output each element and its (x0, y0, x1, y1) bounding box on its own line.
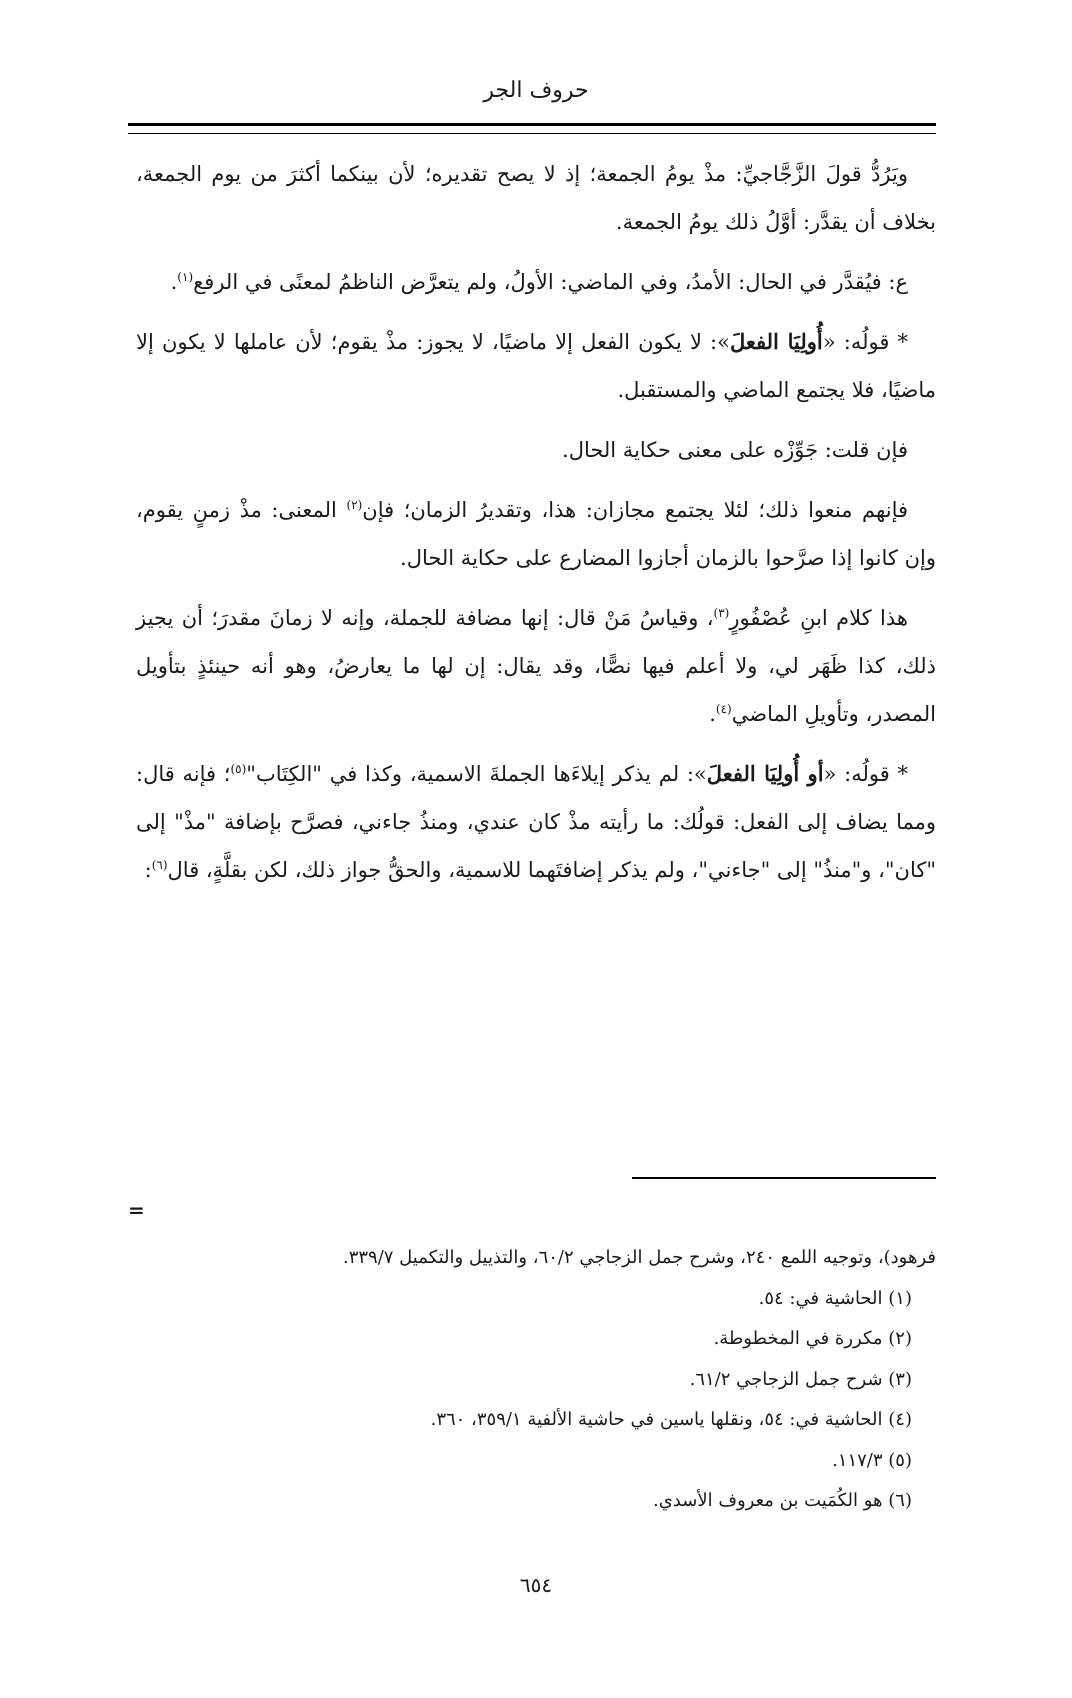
paragraph-6-end: . (709, 702, 716, 726)
footnote-ref-5: (٥) (230, 762, 247, 776)
paragraph-5-text-a: فإنهم منعوا ذلك؛ لئلا يجتمع مجازان: هذا، وتقديرُ الزمان؛ فإن (362, 498, 908, 522)
page-number: ٦٥٤ (519, 1573, 553, 1597)
paragraph-6 (136, 594, 936, 738)
footnote-1: (١) الحاشية في: ٥٤. (758, 1287, 912, 1309)
footnote-ref-2: (٢) (346, 498, 363, 512)
paragraph-7 (136, 750, 936, 894)
paragraph-7-lemma: أو أُولِيَا الفعلَ (706, 761, 824, 786)
paragraph-1-text: ويَرُدُّ قولَ الزَّجَّاجيِّ: مذْ يومُ الجمعة؛ إذ لا يصح تقديره؛ لأن بينكما أكثرَ من يوم الجمعة، بخلاف أن يقدَّر: أوَّلُ ذلك يومُ الجمعة. (136, 162, 936, 234)
paragraph-6-text-b: ، وقياسُ مَنْ قال: إنها مضافة للجملة، وإنه لا زمانَ مقدرَ؛ أن يجيز ذلك، كذا ظَهَر لي، ولا أعلم فيها نصًّا، وقد يقال: إن لها ما يعارضُ، وهو أنه حينئذٍ بتأويل المصدر، وتأويلِ الماضي (136, 606, 936, 726)
paragraph-2 (136, 258, 936, 306)
paragraph-1 (136, 150, 936, 246)
paragraph-5 (136, 486, 936, 582)
paragraph-7-end: : (144, 858, 152, 882)
footnote-ref-6: (٦) (151, 858, 168, 872)
footnote-6: (٦) هو الكُمَيت بن معروف الأسدي. (653, 1490, 912, 1511)
paragraph-7-star: * قولُه: « (823, 762, 908, 786)
footnote-ref-4: (٤) (715, 702, 732, 716)
paragraph-4 (136, 426, 936, 474)
footnote-separator (632, 1177, 936, 1179)
footnote-5: (٥) ١١٧/٣. (832, 1449, 912, 1471)
paragraph-7-text-b: ؛ فإنه قال: ومما يضاف إلى الفعل: قولُك: ما رأيته مذْ كان عندي، ومنذُ جاءني، فصرَّح بإضافة "مذْ" إلى "كان"، و"منذُ" إلى "جاءني"، ولم يذكر إضافتَهما للاسمية، والحقُّ جواز ذلك، لكن بقلَّةٍ، قال (136, 762, 936, 882)
footnote-continued: فرهود)، وتوجيه اللمع ٢٤٠، وشرح جمل الزجاجي ٦٠/٢، والتذييل والتكميل ٣٣٩/٧. (342, 1247, 936, 1268)
footnote-2: (٢) مكررة في المخطوطة. (713, 1328, 912, 1349)
footnote-continuation-mark: = (128, 1198, 145, 1222)
running-title: حروف الجر (483, 78, 589, 103)
header-rule-thick (128, 123, 936, 126)
paragraph-6-text-a: هذا كلام ابنِ عُصْفُورٍ (729, 606, 908, 630)
footnote-3: (٣) شرح جمل الزجاجي ٦١/٢. (689, 1368, 912, 1390)
paragraph-2-end: . (170, 270, 178, 294)
footnote-ref-3: (٣) (713, 606, 730, 620)
paragraph-5-text-b: المعنى: مذْ زمنٍ يقوم، وإن كانوا إذا صرَّحوا بالزمان أجازوا المضارع على حكاية الحال. (136, 498, 936, 570)
footnote-4: (٤) الحاشية في: ٥٤، ونقلها ياسين في حاشية الألفية ٣٥٩/١، ٣٦٠. (430, 1409, 912, 1430)
main-text (136, 150, 936, 906)
paragraph-2-text: ع: فيُقدَّر في الحال: الأمدُ، وفي الماضي: الأولُ، ولم يتعرَّض الناظمُ لمعنًى في الرفع (193, 270, 908, 294)
paragraph-3 (136, 318, 936, 414)
footnotes (190, 1238, 936, 1522)
paragraph-3-rest: »: لا يكون الفعل إلا ماضيًا، لا يجوز: مذْ يقوم؛ لأن عاملها لا يكون إلا ماضيًا، فلا يجتمع الماضي والمستقبل. (136, 330, 936, 402)
footnote-ref-1: (١) (177, 270, 194, 284)
header-rule-thin (128, 133, 936, 134)
paragraph-3-lemma: أُولِيَا الفعلَ (729, 329, 823, 354)
paragraph-7-text-a: »: لم يذكر إيلاءَها الجملةَ الاسمية، وكذا في "الكِتَاب" (246, 762, 707, 786)
paragraph-3-star: * قولُه: « (822, 330, 908, 354)
paragraph-4-text: فإن قلت: جَوِّزْه على معنى حكاية الحال. (562, 438, 908, 462)
